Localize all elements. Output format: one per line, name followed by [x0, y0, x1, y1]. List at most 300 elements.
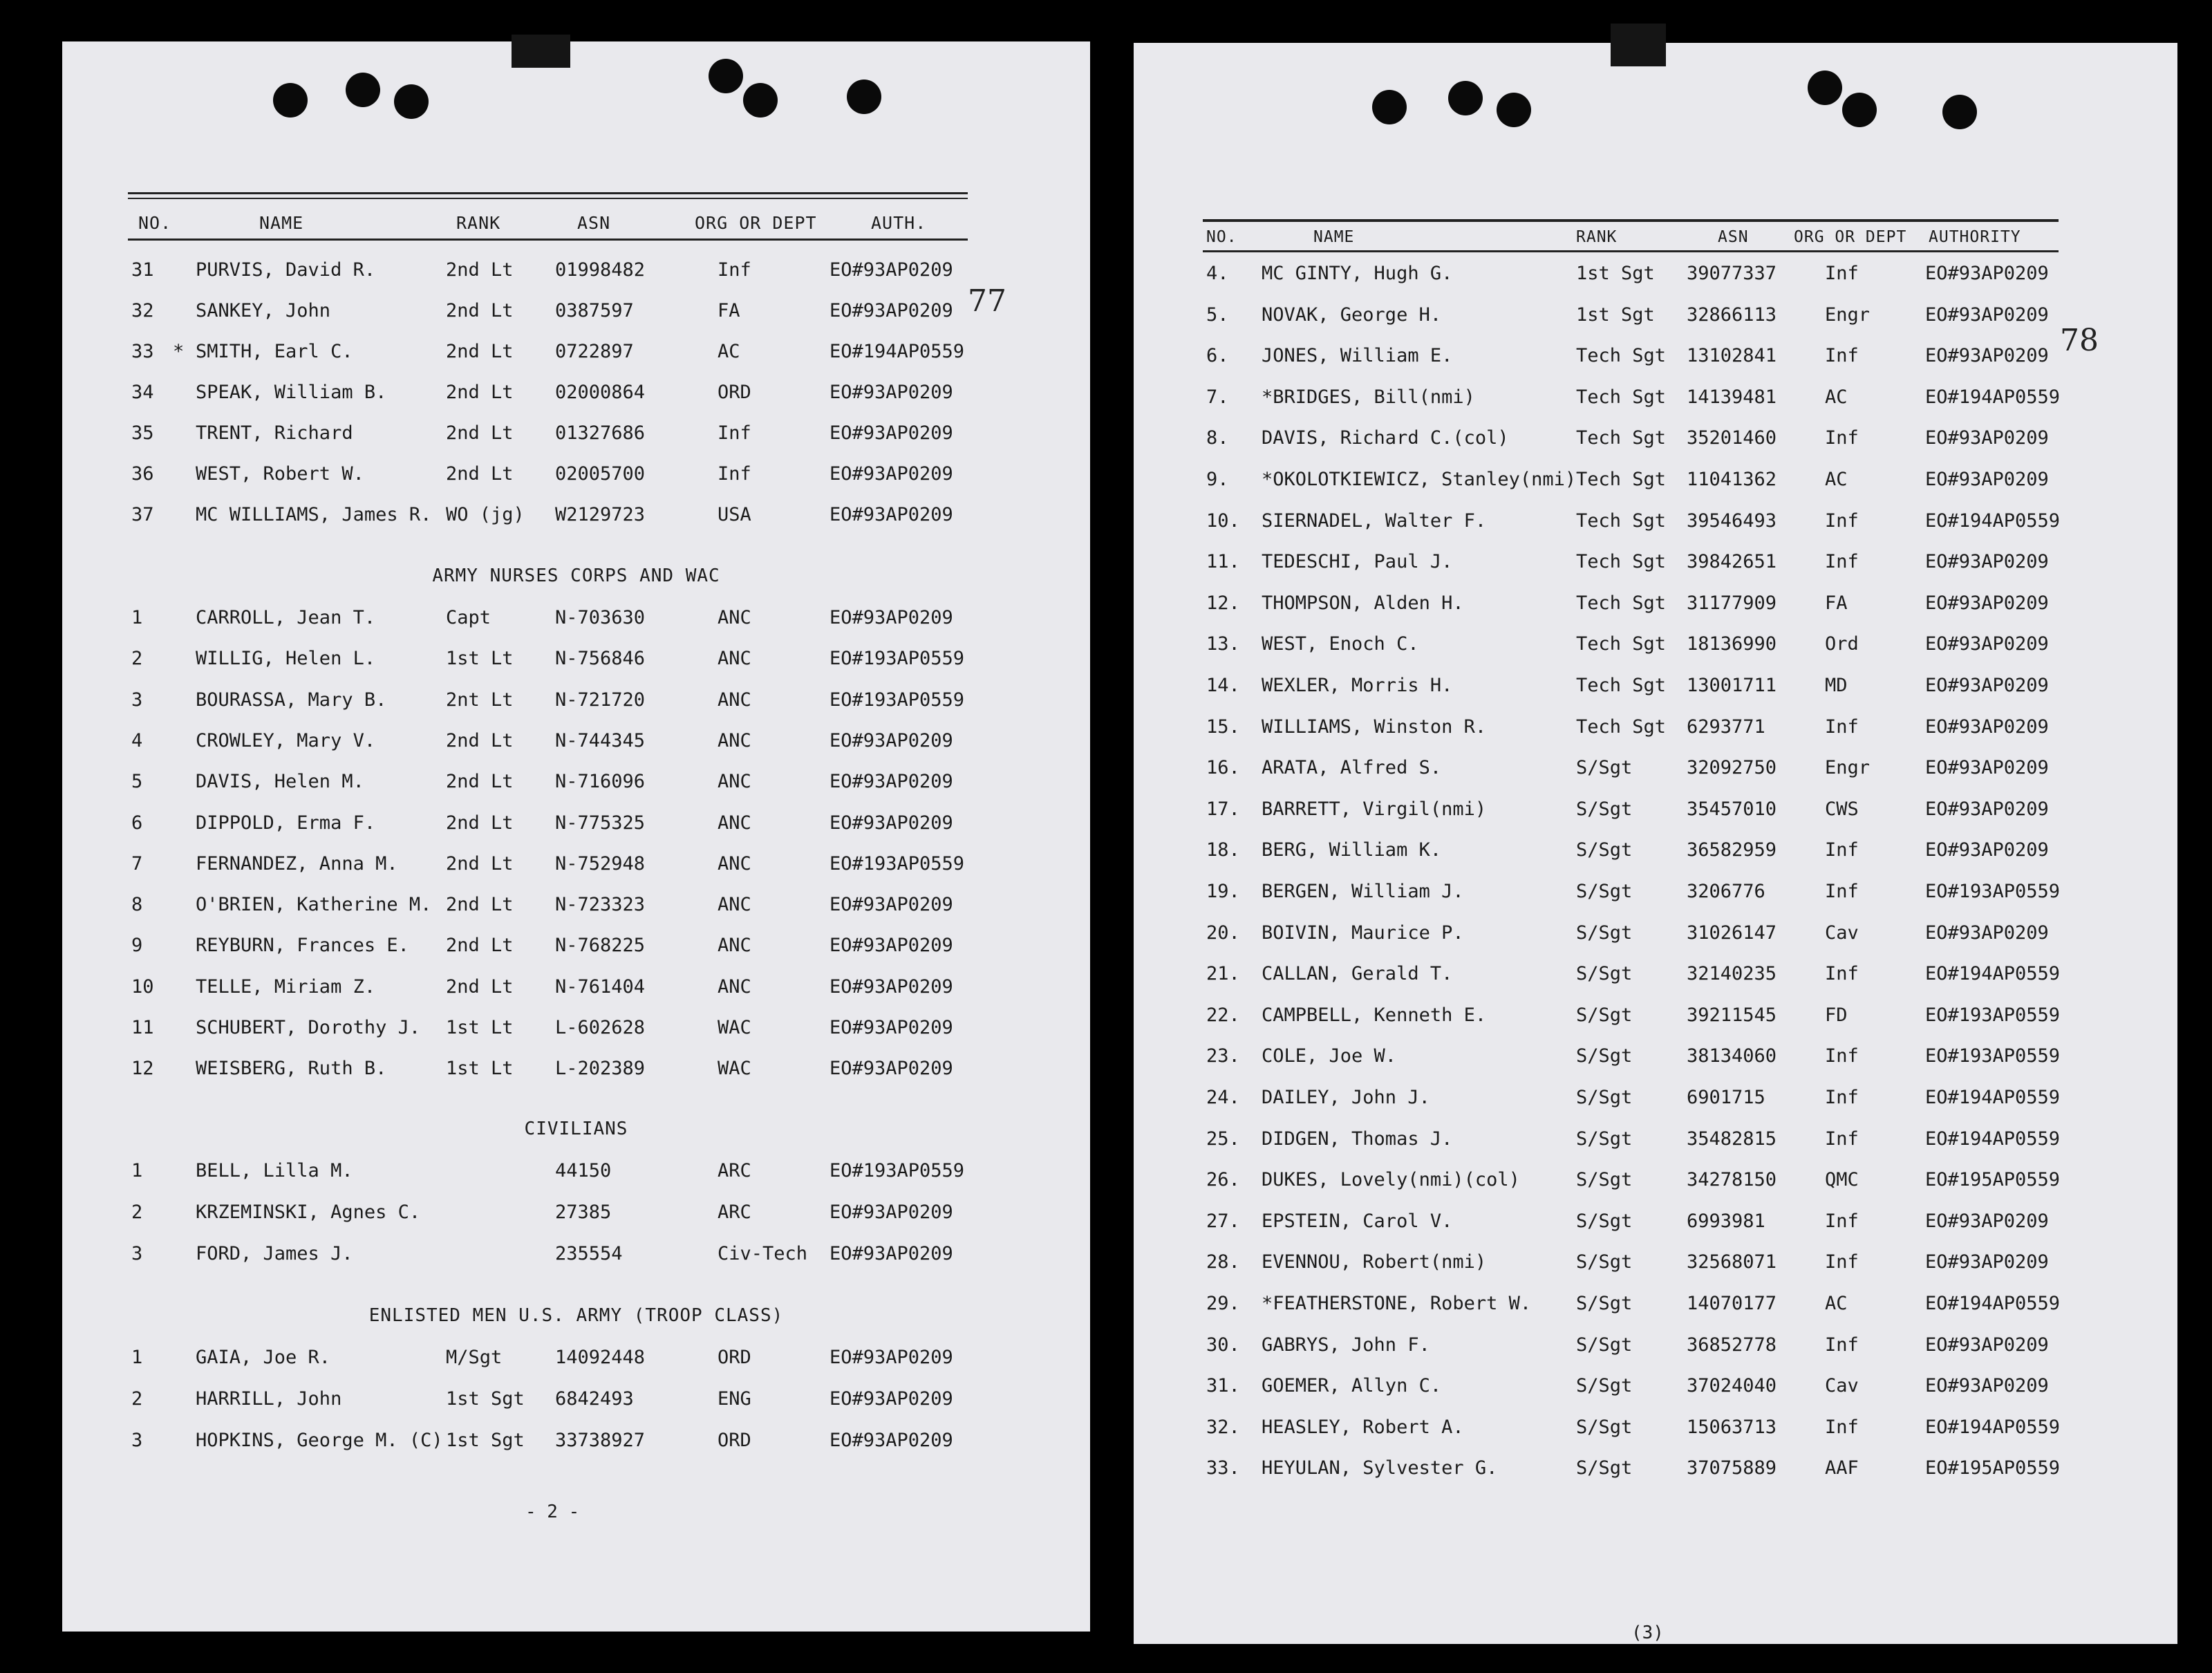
cell-rank: 2nd Lt	[446, 300, 514, 321]
cell-org: Inf	[1825, 551, 1859, 573]
cell-org: Inf	[1825, 427, 1859, 449]
cell-name: CARROLL, Jean T.	[196, 607, 376, 628]
cell-asn: N-744345	[555, 729, 646, 751]
cell-name: THOMPSON, Alden H.	[1262, 592, 1464, 614]
cell-auth: EO#93AP0209	[1925, 1210, 2049, 1232]
cell-org: WAC	[718, 1058, 751, 1080]
cell-org: Inf	[1825, 839, 1859, 861]
punch-hole	[394, 84, 429, 119]
cell-no: 7.	[1206, 386, 1229, 408]
cell-no: 21.	[1206, 963, 1240, 985]
cell-org: Engr	[1825, 303, 1871, 326]
cell-asn: 34278150	[1687, 1169, 1777, 1191]
table-row	[1134, 1334, 2177, 1369]
table-row	[62, 976, 1090, 1011]
cell-auth: EO#93AP0209	[1925, 675, 2049, 696]
cell-auth: EO#93AP0209	[830, 463, 953, 485]
cell-rank: Tech Sgt	[1576, 675, 1667, 696]
header-rule-bottom	[1203, 250, 2059, 252]
civilians-list	[62, 1160, 1090, 1284]
cell-no: 27.	[1206, 1210, 1240, 1232]
cell-org: FA	[718, 300, 740, 321]
cell-no: 28.	[1206, 1251, 1240, 1273]
cell-rank: M/Sgt	[446, 1347, 503, 1368]
nurses-list	[62, 607, 1090, 1080]
cell-no: 32	[131, 300, 154, 321]
cell-org: Cav	[1825, 1375, 1859, 1397]
cell-no: 17.	[1206, 798, 1240, 820]
cell-asn: 32866113	[1687, 303, 1777, 326]
cell-auth: EO#93AP0209	[830, 894, 953, 916]
cell-asn: 37075889	[1687, 1457, 1777, 1479]
cell-auth: EO#195AP0559	[1925, 1169, 2061, 1191]
table-row	[1134, 551, 2177, 586]
cell-rank: 2nd Lt	[446, 812, 514, 834]
cell-no: 29.	[1206, 1293, 1240, 1314]
cell-auth: EO#93AP0209	[1925, 345, 2049, 367]
cell-asn: 01998482	[555, 259, 646, 281]
section-title-nurses: ARMY NURSES CORPS AND WAC	[432, 566, 720, 586]
cell-asn: 36852778	[1687, 1334, 1777, 1356]
cell-name: DAVIS, Richard C.(col)	[1262, 427, 1509, 449]
punch-hole	[1842, 93, 1877, 127]
cell-org: AC	[1825, 1293, 1848, 1314]
cell-asn: N-761404	[555, 975, 646, 998]
cell-auth: EO#93AP0209	[1925, 592, 2049, 614]
table-row	[62, 689, 1090, 724]
table-row	[62, 853, 1090, 888]
tape-strip	[1611, 24, 1666, 66]
cell-rank: S/Sgt	[1576, 922, 1633, 944]
cell-auth: EO#93AP0209	[1925, 469, 2049, 490]
cell-name: DIDGEN, Thomas J.	[1262, 1128, 1453, 1150]
cell-org: ANC	[718, 935, 751, 957]
col-header-auth: AUTHORITY	[1929, 228, 2021, 246]
cell-name: HOPKINS, George M. (C)	[196, 1430, 443, 1451]
cell-no: 3	[131, 1430, 143, 1451]
cell-auth: EO#93AP0209	[1925, 1251, 2049, 1273]
cell-rank: S/Sgt	[1576, 1045, 1633, 1067]
cell-name: BERG, William K.	[1262, 839, 1442, 861]
cell-auth: EO#193AP0559	[830, 852, 965, 875]
cell-no: 1	[131, 1347, 143, 1368]
cell-no: 36	[131, 463, 154, 485]
cell-rank: 2nd Lt	[446, 771, 514, 793]
cell-name: CROWLEY, Mary V.	[196, 729, 376, 751]
cell-rank: 2nt Lt	[446, 689, 514, 711]
table-row	[62, 1430, 1090, 1464]
table-row	[1134, 1293, 2177, 1327]
cell-asn: 39077337	[1687, 263, 1777, 284]
cell-name: EPSTEIN, Carol V.	[1262, 1210, 1453, 1232]
cell-no: 10.	[1206, 510, 1240, 532]
cell-org: QMC	[1825, 1169, 1859, 1191]
cell-org: Inf	[1825, 1416, 1859, 1438]
cell-rank: 1st Lt	[446, 648, 514, 670]
cell-name: CALLAN, Gerald T.	[1262, 963, 1453, 985]
cell-name: HEYULAN, Sylvester G.	[1262, 1457, 1498, 1479]
table-row	[62, 1347, 1090, 1381]
cell-org: USA	[718, 504, 751, 525]
cell-rank: 1st Sgt	[1576, 263, 1655, 284]
cell-org: ENG	[718, 1388, 751, 1410]
page-number: - 2 -	[525, 1502, 580, 1522]
cell-org: AC	[718, 341, 740, 362]
table-row	[62, 607, 1090, 642]
cell-name: DUKES, Lovely(nmi)(col)	[1262, 1169, 1520, 1191]
cell-name: WILLIAMS, Winston R.	[1262, 716, 1487, 738]
cell-auth: EO#93AP0209	[830, 1388, 953, 1410]
cell-asn: N-752948	[555, 852, 646, 875]
cell-asn: 32568071	[1687, 1251, 1777, 1273]
cell-auth: EO#193AP0559	[1925, 881, 2061, 902]
cell-no: 23.	[1206, 1045, 1240, 1067]
cell-rank: S/Sgt	[1576, 1087, 1633, 1108]
cell-org: Inf	[1825, 263, 1859, 284]
cell-rank: S/Sgt	[1576, 963, 1633, 985]
cell-asn: N-716096	[555, 771, 646, 793]
cell-no: 4.	[1206, 263, 1229, 284]
cell-rank: Tech Sgt	[1576, 469, 1667, 490]
cell-name: *BRIDGES, Bill(nmi)	[1262, 386, 1475, 408]
cell-no: 3	[131, 1243, 143, 1264]
cell-name: WEST, Robert W.	[196, 463, 364, 485]
cell-name: NOVAK, George H.	[1262, 303, 1442, 326]
cell-no: 10	[131, 975, 154, 998]
cell-no: 31.	[1206, 1375, 1240, 1397]
cell-org: Inf	[1825, 881, 1859, 902]
cell-no: 9	[131, 935, 143, 957]
table-row	[62, 935, 1090, 969]
cell-asn: 44150	[555, 1160, 612, 1181]
cell-no: 2	[131, 1388, 143, 1410]
col-header-no: NO.	[1206, 228, 1237, 246]
handwritten-page-mark: 78	[2060, 323, 2099, 358]
cell-name: SPEAK, William B.	[196, 382, 387, 403]
cell-no: 1	[131, 1160, 143, 1181]
cell-name: GABRYS, John F.	[1262, 1334, 1430, 1356]
cell-org: Inf	[1825, 1334, 1859, 1356]
cell-rank: S/Sgt	[1576, 1334, 1633, 1356]
cell-name: GOEMER, Allyn C.	[1262, 1375, 1442, 1397]
cell-auth: EO#194AP0559	[1925, 963, 2061, 985]
cell-name: CAMPBELL, Kenneth E.	[1262, 1004, 1487, 1026]
col-header-name: NAME	[259, 213, 304, 233]
cell-org: WAC	[718, 1017, 751, 1038]
table-row	[1134, 1251, 2177, 1286]
cell-org: ANC	[718, 894, 751, 916]
col-header-name: NAME	[1313, 228, 1355, 246]
cell-rank: Tech Sgt	[1576, 633, 1667, 655]
cell-name: REYBURN, Frances E.	[196, 935, 409, 957]
cell-no: 11.	[1206, 551, 1240, 573]
cell-no: 5.	[1206, 303, 1229, 326]
cell-rank: S/Sgt	[1576, 1293, 1633, 1314]
cell-no: 4	[131, 729, 143, 751]
cell-no: 22.	[1206, 1004, 1240, 1026]
cell-no: 15.	[1206, 716, 1240, 738]
cell-name: TELLE, Miriam Z.	[196, 975, 376, 998]
cell-rank: S/Sgt	[1576, 1416, 1633, 1438]
cell-rank: S/Sgt	[1576, 1004, 1633, 1026]
cell-org: Inf	[1825, 1128, 1859, 1150]
cell-auth: EO#194AP0559	[1925, 386, 2061, 408]
cell-auth: EO#93AP0209	[830, 1017, 953, 1038]
cell-auth: EO#194AP0559	[830, 341, 965, 362]
table-row	[1134, 1004, 2177, 1039]
cell-auth: EO#93AP0209	[1925, 716, 2049, 738]
cell-auth: EO#194AP0559	[1925, 1416, 2061, 1438]
cell-rank: 1st Sgt	[446, 1430, 525, 1451]
table-row	[1134, 592, 2177, 627]
cell-auth: EO#193AP0559	[1925, 1045, 2061, 1067]
cell-auth: EO#93AP0209	[830, 382, 953, 403]
cell-rank: 2nd Lt	[446, 382, 514, 403]
cell-org: AC	[1825, 386, 1848, 408]
table-row	[1134, 881, 2177, 915]
cell-auth: EO#193AP0559	[830, 648, 965, 670]
col-header-rank: RANK	[456, 213, 501, 233]
table-row	[1134, 963, 2177, 998]
cell-name: *OKOLOTKIEWICZ, Stanley(nmi)	[1262, 469, 1577, 490]
cell-no: 3	[131, 689, 143, 711]
cell-asn: 35457010	[1687, 798, 1777, 820]
left-page	[62, 41, 1090, 1632]
cell-asn: 32092750	[1687, 757, 1777, 779]
cell-asn: L-602628	[555, 1017, 646, 1038]
cell-asn: 13001711	[1687, 675, 1777, 696]
cell-name: DIPPOLD, Erma F.	[196, 812, 376, 834]
cell-name: ARATA, Alfred S.	[1262, 757, 1442, 779]
cell-auth: EO#194AP0559	[1925, 1087, 2061, 1108]
cell-asn: 6842493	[555, 1388, 634, 1410]
cell-no: 13.	[1206, 633, 1240, 655]
cell-rank: 2nd Lt	[446, 463, 514, 485]
cell-name: TRENT, Richard	[196, 422, 353, 444]
table-row	[1134, 1417, 2177, 1451]
cell-auth: EO#194AP0559	[1925, 1293, 2061, 1314]
table-row	[62, 771, 1090, 805]
cell-asn: L-202389	[555, 1058, 646, 1080]
cell-no: 5	[131, 771, 143, 793]
right-page	[1134, 43, 2177, 1644]
cell-org: Ord	[1825, 633, 1859, 655]
cell-asn: 14070177	[1687, 1293, 1777, 1314]
punch-hole	[1942, 95, 1977, 129]
cell-org: ANC	[718, 648, 751, 670]
cell-name: PURVIS, David R.	[196, 259, 376, 281]
punch-hole	[1448, 81, 1483, 115]
enlisted-list	[62, 1347, 1090, 1471]
cell-auth: EO#93AP0209	[1925, 303, 2049, 326]
cell-auth: EO#194AP0559	[1925, 1128, 2061, 1150]
table-row	[1134, 716, 2177, 751]
cell-rank: S/Sgt	[1576, 798, 1633, 820]
cell-rank: Tech Sgt	[1576, 592, 1667, 614]
cell-no: 2	[131, 648, 143, 670]
cell-name: KRZEMINSKI, Agnes C.	[196, 1202, 421, 1223]
cell-no: 24.	[1206, 1087, 1240, 1108]
cell-rank: S/Sgt	[1576, 1128, 1633, 1150]
table-row	[1134, 345, 2177, 380]
handwritten-page-mark: 77	[968, 283, 1006, 319]
header-rule-bottom	[128, 239, 968, 241]
cell-no: 12	[131, 1058, 154, 1080]
table-row	[62, 382, 1090, 416]
cell-name: SANKEY, John	[196, 300, 331, 321]
cell-asn: 235554	[555, 1243, 623, 1264]
cell-org: Inf	[1825, 510, 1859, 532]
cell-auth: EO#93AP0209	[1925, 839, 2049, 861]
table-row	[1134, 1045, 2177, 1080]
punch-hole	[1497, 93, 1531, 127]
cell-org: Inf	[1825, 345, 1859, 367]
cell-org: Cav	[1825, 922, 1859, 944]
cell-no: 6	[131, 812, 143, 834]
cell-auth: EO#93AP0209	[830, 812, 953, 834]
cell-no: 12.	[1206, 592, 1240, 614]
cell-rank: 2nd Lt	[446, 975, 514, 998]
col-header-no: NO.	[138, 213, 172, 233]
cell-name: DAVIS, Helen M.	[196, 771, 364, 793]
cell-rank: 1st Lt	[446, 1017, 514, 1038]
table-row	[62, 1243, 1090, 1278]
table-row	[62, 812, 1090, 847]
cell-org: FD	[1825, 1004, 1848, 1026]
cell-auth: EO#93AP0209	[1925, 263, 2049, 284]
cell-rank: 1st Lt	[446, 1058, 514, 1080]
cell-auth: EO#93AP0209	[830, 1202, 953, 1223]
cell-name: HARRILL, John	[196, 1388, 342, 1410]
cell-rank: Tech Sgt	[1576, 345, 1667, 367]
cell-name: HEASLEY, Robert A.	[1262, 1416, 1464, 1438]
cell-name: O'BRIEN, Katherine M.	[196, 894, 432, 916]
tape-strip	[512, 35, 570, 68]
cell-org: Inf	[1825, 1251, 1859, 1273]
table-row	[62, 300, 1090, 335]
cell-rank: S/Sgt	[1576, 757, 1633, 779]
cell-rank: Tech Sgt	[1576, 551, 1667, 573]
table-row	[62, 463, 1090, 498]
cell-org: Inf	[1825, 1087, 1859, 1108]
cell-org: ANC	[718, 689, 751, 711]
cell-asn: N-756846	[555, 648, 646, 670]
cell-auth: EO#93AP0209	[830, 1430, 953, 1451]
cell-no: 25.	[1206, 1128, 1240, 1150]
punch-hole	[273, 83, 308, 118]
cell-org: Inf	[1825, 1210, 1859, 1232]
cell-no: 8.	[1206, 427, 1229, 449]
cell-auth: EO#93AP0209	[830, 1347, 953, 1368]
cell-org: Inf	[1825, 716, 1859, 738]
cell-auth: EO#93AP0209	[830, 1058, 953, 1080]
cell-rank: Tech Sgt	[1576, 716, 1667, 738]
cell-asn: 36582959	[1687, 839, 1777, 861]
cell-rank: 2nd Lt	[446, 852, 514, 875]
cell-asn: 39546493	[1687, 510, 1777, 532]
cell-no: 32.	[1206, 1416, 1240, 1438]
cell-org: ARC	[718, 1160, 751, 1181]
cell-org: ANC	[718, 771, 751, 793]
cell-no: 2	[131, 1202, 143, 1223]
cell-rank: 2nd Lt	[446, 422, 514, 444]
table-row	[62, 894, 1090, 928]
cell-rank: S/Sgt	[1576, 839, 1633, 861]
cell-rank: 2nd Lt	[446, 935, 514, 957]
col-header-org: ORG OR DEPT	[1794, 228, 1907, 246]
cell-no: 16.	[1206, 757, 1240, 779]
cell-name: SIERNADEL, Walter F.	[1262, 510, 1487, 532]
table-row	[1134, 510, 2177, 545]
punch-hole	[1808, 71, 1842, 105]
cell-auth: EO#93AP0209	[830, 975, 953, 998]
cell-name: BOURASSA, Mary B.	[196, 689, 387, 711]
cell-rank: S/Sgt	[1576, 881, 1633, 902]
col-header-asn: ASN	[577, 213, 611, 233]
cell-org: ORD	[718, 1347, 751, 1368]
cell-name: BELL, Lilla M.	[196, 1160, 353, 1181]
cell-rank: S/Sgt	[1576, 1457, 1633, 1479]
cell-name: BARRETT, Virgil(nmi)	[1262, 798, 1487, 820]
cell-name: EVENNOU, Robert(nmi)	[1262, 1251, 1487, 1273]
table-row	[1134, 263, 2177, 297]
cell-no: 34	[131, 382, 154, 403]
cell-asn: 31177909	[1687, 592, 1777, 614]
cell-asn: 02000864	[555, 382, 646, 403]
cell-auth: EO#195AP0559	[1925, 1457, 2061, 1479]
cell-asn: N-721720	[555, 689, 646, 711]
cell-auth: EO#93AP0209	[1925, 633, 2049, 655]
cell-org: ANC	[718, 812, 751, 834]
cell-rank: 2nd Lt	[446, 341, 514, 362]
punch-hole	[847, 80, 881, 114]
cell-asn: 35201460	[1687, 427, 1777, 449]
cell-asn: W2129723	[555, 504, 646, 525]
cell-auth: EO#93AP0209	[1925, 757, 2049, 779]
cell-rank: Capt	[446, 607, 491, 628]
col-header-auth: AUTH.	[871, 213, 927, 233]
cell-auth: EO#193AP0559	[1925, 1004, 2061, 1026]
table-row	[1134, 1169, 2177, 1204]
cell-rank: 1st Sgt	[446, 1388, 525, 1410]
table-row	[62, 341, 1090, 375]
punch-hole	[743, 83, 778, 118]
cell-asn: 32140235	[1687, 963, 1777, 985]
cell-name: WILLIG, Helen L.	[196, 648, 376, 670]
cell-auth: EO#93AP0209	[1925, 551, 2049, 573]
table-row	[62, 648, 1090, 682]
table-row	[1134, 1211, 2177, 1245]
cell-auth: EO#93AP0209	[830, 607, 953, 628]
cell-no: 9.	[1206, 469, 1229, 490]
header-rule-top	[128, 192, 968, 194]
cell-no: 30.	[1206, 1334, 1240, 1356]
cell-auth: EO#93AP0209	[830, 935, 953, 957]
cell-asn: 39211545	[1687, 1004, 1777, 1026]
cell-org: Engr	[1825, 757, 1871, 779]
cell-auth: EO#93AP0209	[830, 504, 953, 525]
cell-asn: 33738927	[555, 1430, 646, 1451]
table-row	[1134, 1128, 2177, 1163]
cell-org: AC	[1825, 469, 1848, 490]
enlisted-list-continued	[1134, 263, 2177, 1500]
cell-name: COLE, Joe W.	[1262, 1045, 1397, 1067]
cell-asn: 37024040	[1687, 1375, 1777, 1397]
cell-rank: 1st Sgt	[1576, 303, 1655, 326]
punch-hole	[709, 59, 743, 93]
cell-name: *FEATHERSTONE, Robert W.	[1262, 1293, 1532, 1314]
cell-asn: 35482815	[1687, 1128, 1777, 1150]
